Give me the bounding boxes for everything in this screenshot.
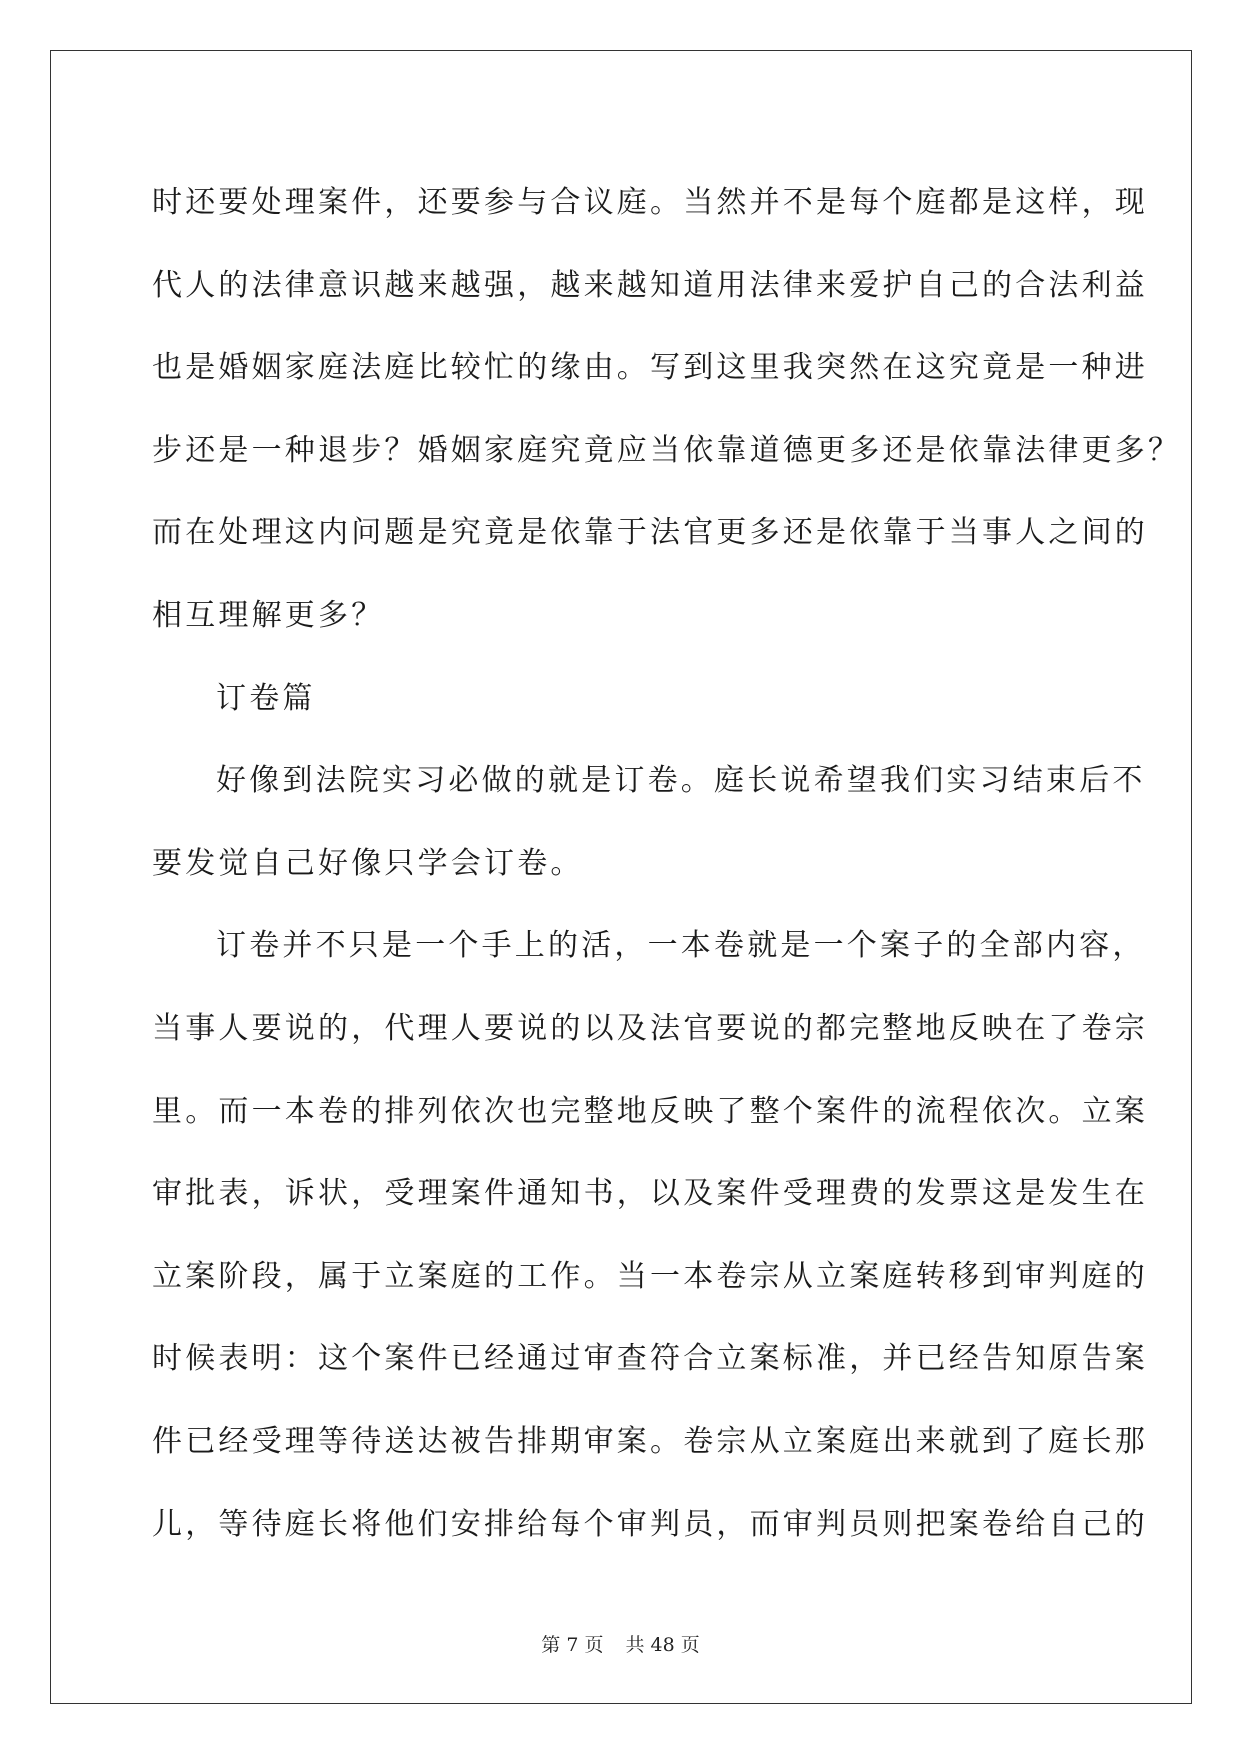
- page-number: 第 7 页: [541, 1634, 604, 1656]
- text-line-8: 好像到法院实习必做的就是订卷。庭长说希望我们实习结束后不: [216, 763, 1146, 799]
- section-heading: 订卷篇: [216, 680, 316, 716]
- page-footer: [0, 1633, 1241, 1657]
- text-line-6: 相互理解更多？: [152, 597, 385, 633]
- text-line-1: 时还要处理案件，还要参与合议庭。当然并不是每个庭都是这样，现: [152, 185, 1148, 220]
- document-body: [152, 162, 1182, 1566]
- text-line-4: 步还是一种退步？婚姻家庭究竟应当依靠道德更多还是依靠法律更多？: [152, 432, 1182, 468]
- text-line-16: 件已经受理等待送达被告排期审案。卷宗从立案庭出来就到了庭长那: [152, 1423, 1148, 1459]
- text-line-11: 当事人要说的，代理人要说的以及法官要说的都完整地反映在了卷宗: [152, 1010, 1148, 1046]
- text-line-13: 审批表，诉状，受理案件通知书，以及案件受理费的发票这是发生在: [152, 1176, 1148, 1212]
- page-total: 共 48 页: [625, 1634, 700, 1656]
- text-line-2: 代人的法律意识越来越强，越来越知道用法律来爱护自己的合法利益: [152, 267, 1148, 303]
- text-line-3: 也是婚姻家庭法庭比较忙的缘由。写到这里我突然在这究竟是一种进: [152, 350, 1148, 386]
- text-line-17: 儿，等待庭长将他们安排给每个审判员，而审判员则把案卷给自己的: [152, 1506, 1148, 1542]
- text-line-5: 而在处理这内问题是究竟是依靠于法官更多还是依靠于当事人之间的: [152, 515, 1148, 551]
- text-line-14: 立案阶段，属于立案庭的工作。当一本卷宗从立案庭转移到审判庭的: [152, 1258, 1148, 1294]
- text-line-9: 要发觉自己好像只学会订卷。: [152, 845, 584, 881]
- text-line-12: 里。而一本卷的排列依次也完整地反映了整个案件的流程依次。立案: [152, 1093, 1148, 1129]
- text-line-10: 订卷并不只是一个手上的活，一本卷就是一个案子的全部内容，: [216, 928, 1146, 964]
- text-line-15: 时候表明：这个案件已经通过审查符合立案标准，并已经告知原告案: [152, 1341, 1148, 1377]
